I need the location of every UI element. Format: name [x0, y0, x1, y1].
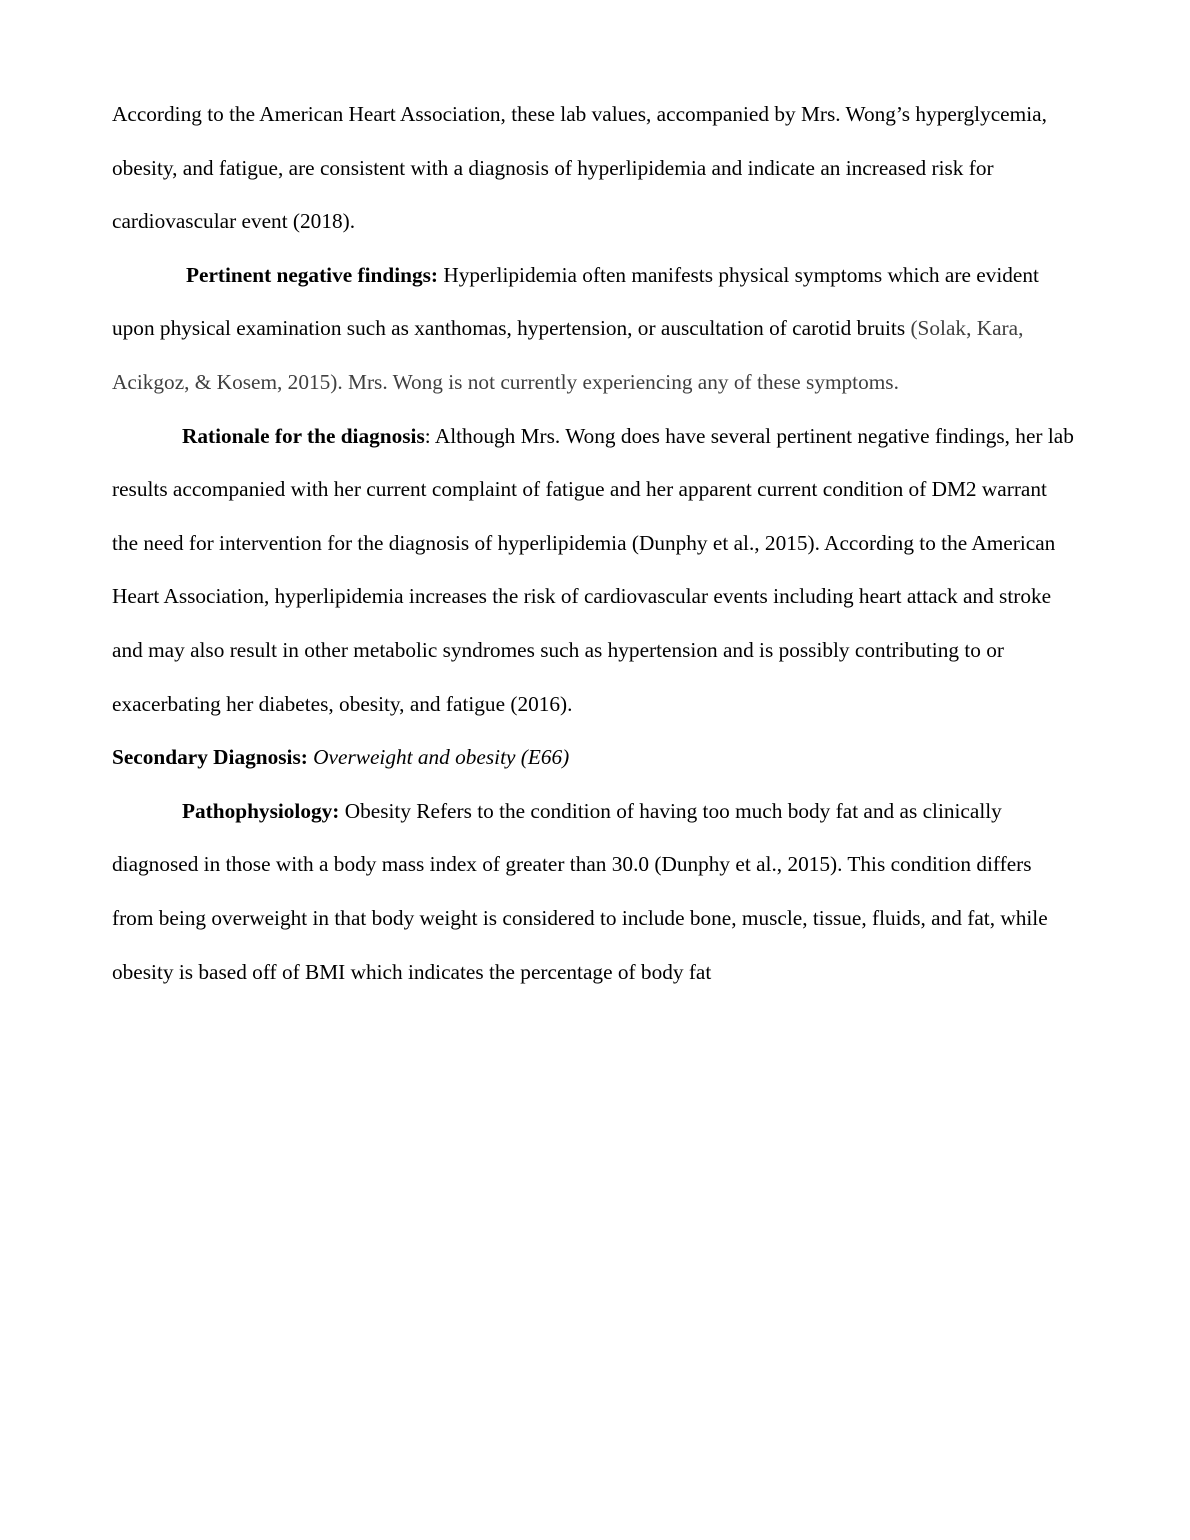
- pathophysiology-text: Obesity Refers to the condition of having too much body fat and as clinically diagnosed in those with a body mass index of greater than 30.0 (Dunphy et al., 2015). This condition differs from being overweight in that body weight is considered to include bone, muscle, tissue, fluids, and fat, while obesity is based off of BMI which indicates the percentage of body fat: [112, 798, 1048, 984]
- rationale-heading: Rationale for the diagnosis: [182, 423, 425, 448]
- secondary-diagnosis-value: Overweight and obesity (E66): [313, 745, 570, 770]
- secondary-diagnosis-line: [112, 731, 1074, 785]
- document-page: [112, 88, 1074, 999]
- secondary-diagnosis-heading: Secondary Diagnosis:: [112, 745, 308, 770]
- paragraph-pertinent-negative: [112, 249, 1074, 410]
- paragraph-pathophysiology: [112, 785, 1074, 999]
- rationale-text: : Although Mrs. Wong does have several pertinent negative findings, her lab results accompanied with her current complaint of fatigue and her apparent current condition of DM2 warrant the need for intervention for the diagnosis of hyperlipidemia (Dunphy et al., 2015). According to the American Heart Association, hyperlipidemia increases the risk of cardiovascular events including heart attack and stroke and may also result in other metabolic syndromes such as hypertension and is possibly contributing to or exacerbating her diabetes, obesity, and fatigue (2016).: [112, 423, 1074, 716]
- paragraph-intro: According to the American Heart Association, these lab values, accompanied by Mrs. Wong’s hyperglycemia, obesity, and fatigue, are consistent with a diagnosis of hyperlipidemia and indicate an increased risk for cardiovascular event (2018).: [112, 102, 1047, 234]
- pertinent-negative-heading: Pertinent negative findings:: [186, 262, 438, 287]
- paragraph-rationale: [112, 410, 1074, 732]
- pathophysiology-heading: Pathophysiology:: [182, 798, 340, 823]
- pertinent-negative-text: Hyperlipidemia often manifests physical symptoms which are evident upon physical examination such as xanthomas, hypertension, or auscultation of carotid bruits: [112, 262, 1039, 341]
- pertinent-negative-citation: (Solak, Kara, Acikgoz, & Kosem, 2015). Mrs. Wong is not currently experiencing any of these symptoms.: [112, 316, 1024, 394]
